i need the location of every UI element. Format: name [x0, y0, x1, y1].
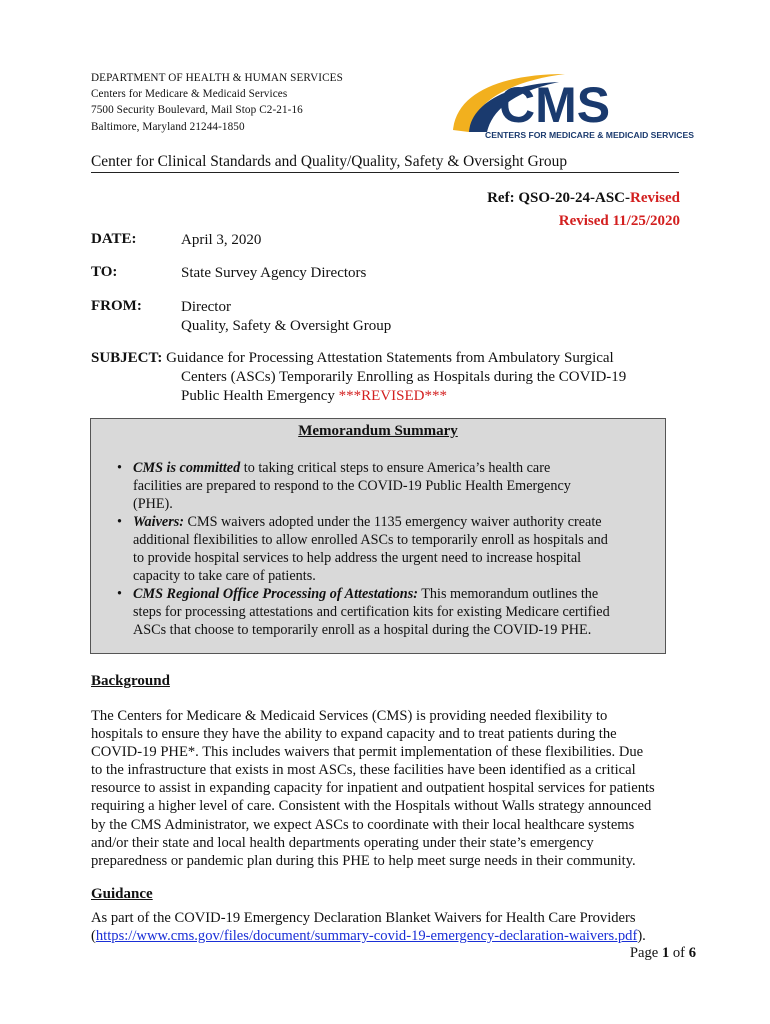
address-line: Centers for Medicare & Medicaid Services: [91, 88, 288, 101]
paragraph-line: to the infrastructure that exists in most ASCs, these facilities have been identified as a critical: [91, 762, 636, 779]
bullet-text: ASCs that choose to temporarily enroll as a hospital during the COVID-19 PHE.: [133, 622, 592, 638]
subject-line: Guidance for Processing Attestation Statements from Ambulatory Surgical: [166, 350, 614, 366]
waivers-link[interactable]: https://www.cms.gov/files/document/summary-covid-19-emergency-declaration-waivers.pdf: [95, 928, 638, 945]
address-line: Baltimore, Maryland 21244-1850: [91, 120, 245, 133]
logo-tagline: CENTERS FOR MEDICARE & MEDICAID SERVICES: [485, 130, 694, 140]
reference-number: [487, 190, 680, 207]
bullet-text: facilities are prepared to respond to the COVID-19 Public Health Emergency: [133, 478, 571, 494]
logo-text: CMS: [499, 77, 611, 133]
page-word: Page: [629, 945, 662, 961]
date-label: DATE:: [91, 231, 137, 247]
paragraph-line: and/or their state and local health departments operating under their state’s emergency: [91, 834, 594, 851]
bullet-lead: CMS is committed: [133, 460, 241, 476]
to-value: State Survey Agency Directors: [181, 265, 367, 281]
ref-prefix: Ref: QSO-20-24-ASC-: [487, 190, 630, 206]
paragraph-line: The Centers for Medicare & Medicaid Services (CMS) is providing needed flexibility to: [91, 708, 608, 724]
agency-address: [91, 70, 343, 135]
bullet-text: capacity to take care of patients.: [133, 568, 316, 584]
bullet-lead: CMS Regional Office Processing of Attestations:: [133, 586, 418, 602]
from-value: [181, 298, 391, 336]
paragraph-line: preparedness or pandemic plan during this PHE to help meet surge needs in their community.: [91, 852, 636, 869]
bullet-text: to provide hospital services to help address the urgent need to increase hospital: [133, 550, 582, 566]
paragraph-line: requiring a higher level of care. Consistent with the Hospitals without Walls strategy announced: [91, 798, 652, 815]
paragraph-line: resource to assist in expanding capacity for inpatient and outpatient hospital services for patients: [91, 780, 655, 797]
paren: (: [91, 928, 96, 945]
paren: ).: [637, 928, 646, 945]
bullet-text: to taking critical steps to ensure America’s health care: [240, 460, 551, 476]
background-paragraph: [91, 707, 655, 870]
summary-bullets: [117, 459, 657, 639]
paragraph-line: hospitals to ensure they have the ability to expand capacity and to treat patients during the: [91, 726, 617, 743]
summary-bullet: [117, 513, 657, 585]
from-line: Director: [181, 299, 231, 315]
of-word: of: [669, 945, 689, 961]
summary-title: Memorandum Summary: [298, 423, 458, 439]
from-label: FROM:: [91, 298, 142, 314]
memorandum-summary-box: [90, 418, 666, 654]
guidance-heading: Guidance: [91, 886, 153, 902]
subject-line: Public Health Emergency: [181, 388, 339, 404]
page-number: [630, 945, 696, 962]
from-line: Quality, Safety & Oversight Group: [181, 318, 392, 334]
subject-line: Centers (ASCs) Temporarily Enrolling as Hospitals during the COVID-19: [181, 369, 627, 385]
ref-revised: Revised: [630, 190, 680, 206]
page-total: 6: [688, 945, 696, 961]
bullet-dot-icon: •: [117, 514, 122, 530]
bullet-dot-icon: •: [117, 460, 122, 476]
bullet-text: This memorandum outlines the: [417, 586, 599, 602]
bullet-text: additional flexibilities to allow enrolled ASCs to temporarily enroll as hospitals and: [133, 532, 608, 548]
paragraph-line: As part of the COVID-19 Emergency Declaration Blanket Waivers for Health Care Providers: [91, 910, 636, 926]
subject-revised-flag: ***REVISED***: [338, 388, 447, 404]
paragraph-line: COVID-19 PHE*. This includes waivers that permit implementation of these flexibilities. Due: [91, 744, 644, 761]
page-current: 1: [661, 945, 670, 961]
bullet-dot-icon: •: [117, 586, 122, 602]
date-value: April 3, 2020: [181, 232, 262, 248]
bullet-text: steps for processing attestations and certification kits for existing Medicare certified: [133, 604, 610, 620]
summary-bullet: [117, 459, 657, 513]
guidance-paragraph: [91, 909, 646, 945]
bullet-lead: Waivers:: [133, 514, 184, 530]
group-title: Center for Clinical Standards and Quality/Quality, Safety & Oversight Group: [91, 153, 679, 173]
to-label: TO:: [91, 264, 118, 280]
subject-label: SUBJECT:: [91, 350, 163, 366]
address-line: 7500 Security Boulevard, Mail Stop C2-21-16: [91, 104, 303, 117]
bullet-text: (PHE).: [133, 496, 173, 512]
background-heading: Background: [91, 673, 170, 689]
address-line: DEPARTMENT OF HEALTH & HUMAN SERVICES: [91, 72, 343, 84]
bullet-text: CMS waivers adopted under the 1135 emergency waiver authority create: [183, 514, 602, 530]
revised-date: Revised 11/25/2020: [558, 213, 680, 229]
paragraph-line: by the CMS Administrator, we expect ASCs to coordinate with their local healthcare systems: [91, 816, 635, 833]
cms-logo: [447, 70, 697, 144]
summary-bullet: [117, 585, 657, 639]
